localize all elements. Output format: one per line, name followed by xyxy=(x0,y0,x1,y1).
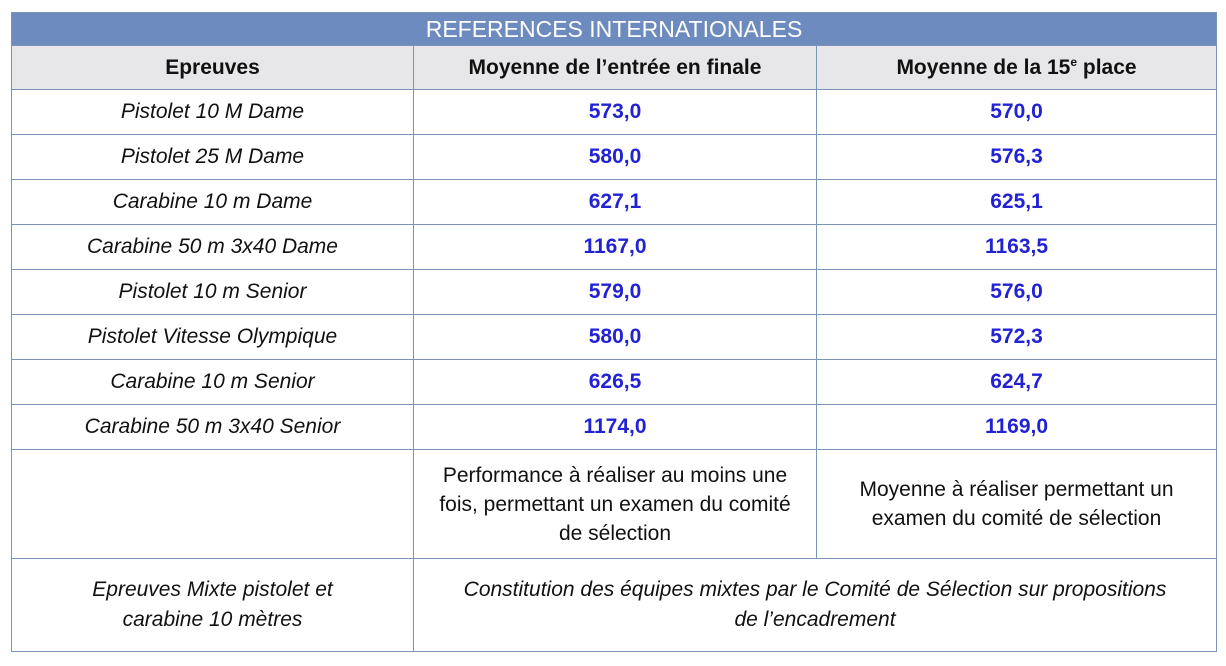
epreuve-name: Pistolet 10 m Senior xyxy=(12,270,414,315)
header-moyenne-finale: Moyenne de l’entrée en finale xyxy=(414,46,817,90)
table-row xyxy=(12,180,1217,225)
finale-value: 1167,0 xyxy=(414,225,817,270)
place15-value: 576,3 xyxy=(817,135,1217,180)
finale-value: 580,0 xyxy=(414,135,817,180)
header-moyenne-15e: Moyenne de la 15e place xyxy=(817,46,1217,90)
references-table xyxy=(11,12,1217,652)
place15-value: 1163,5 xyxy=(817,225,1217,270)
table-row xyxy=(12,225,1217,270)
table-row xyxy=(12,90,1217,135)
table-row xyxy=(12,135,1217,180)
epreuve-name: Carabine 10 m Dame xyxy=(12,180,414,225)
table-row xyxy=(12,360,1217,405)
table-title: REFERENCES INTERNATIONALES xyxy=(12,13,1217,46)
place15-value: 570,0 xyxy=(817,90,1217,135)
finale-value: 580,0 xyxy=(414,315,817,360)
place15-value: 572,3 xyxy=(817,315,1217,360)
place15-value: 624,7 xyxy=(817,360,1217,405)
notes-row xyxy=(12,450,1217,559)
epreuve-name: Pistolet Vitesse Olympique xyxy=(12,315,414,360)
note-finale: Performance à réaliser au moins une fois, permettant un examen du comité de sélection xyxy=(414,450,817,559)
epreuve-name: Carabine 50 m 3x40 Dame xyxy=(12,225,414,270)
place15-value: 625,1 xyxy=(817,180,1217,225)
notes-empty-cell xyxy=(12,450,414,559)
epreuve-name: Carabine 50 m 3x40 Senior xyxy=(12,405,414,450)
header-epreuves: Epreuves xyxy=(12,46,414,90)
table-row xyxy=(12,405,1217,450)
place15-value: 1169,0 xyxy=(817,405,1217,450)
table-row xyxy=(12,315,1217,360)
finale-value: 1174,0 xyxy=(414,405,817,450)
epreuve-name: Pistolet 10 M Dame xyxy=(12,90,414,135)
mixte-text: Constitution des équipes mixtes par le Comité de Sélection sur propositions de l’encadrement xyxy=(414,559,1217,652)
finale-value: 626,5 xyxy=(414,360,817,405)
mixte-label: Epreuves Mixte pistolet et carabine 10 mètres xyxy=(12,559,414,652)
finale-value: 627,1 xyxy=(414,180,817,225)
finale-value: 573,0 xyxy=(414,90,817,135)
table-row xyxy=(12,270,1217,315)
finale-value: 579,0 xyxy=(414,270,817,315)
epreuve-name: Pistolet 25 M Dame xyxy=(12,135,414,180)
mixte-row xyxy=(12,559,1217,652)
place15-value: 576,0 xyxy=(817,270,1217,315)
epreuve-name: Carabine 10 m Senior xyxy=(12,360,414,405)
note-place15: Moyenne à réaliser permettant un examen du comité de sélection xyxy=(817,450,1217,559)
